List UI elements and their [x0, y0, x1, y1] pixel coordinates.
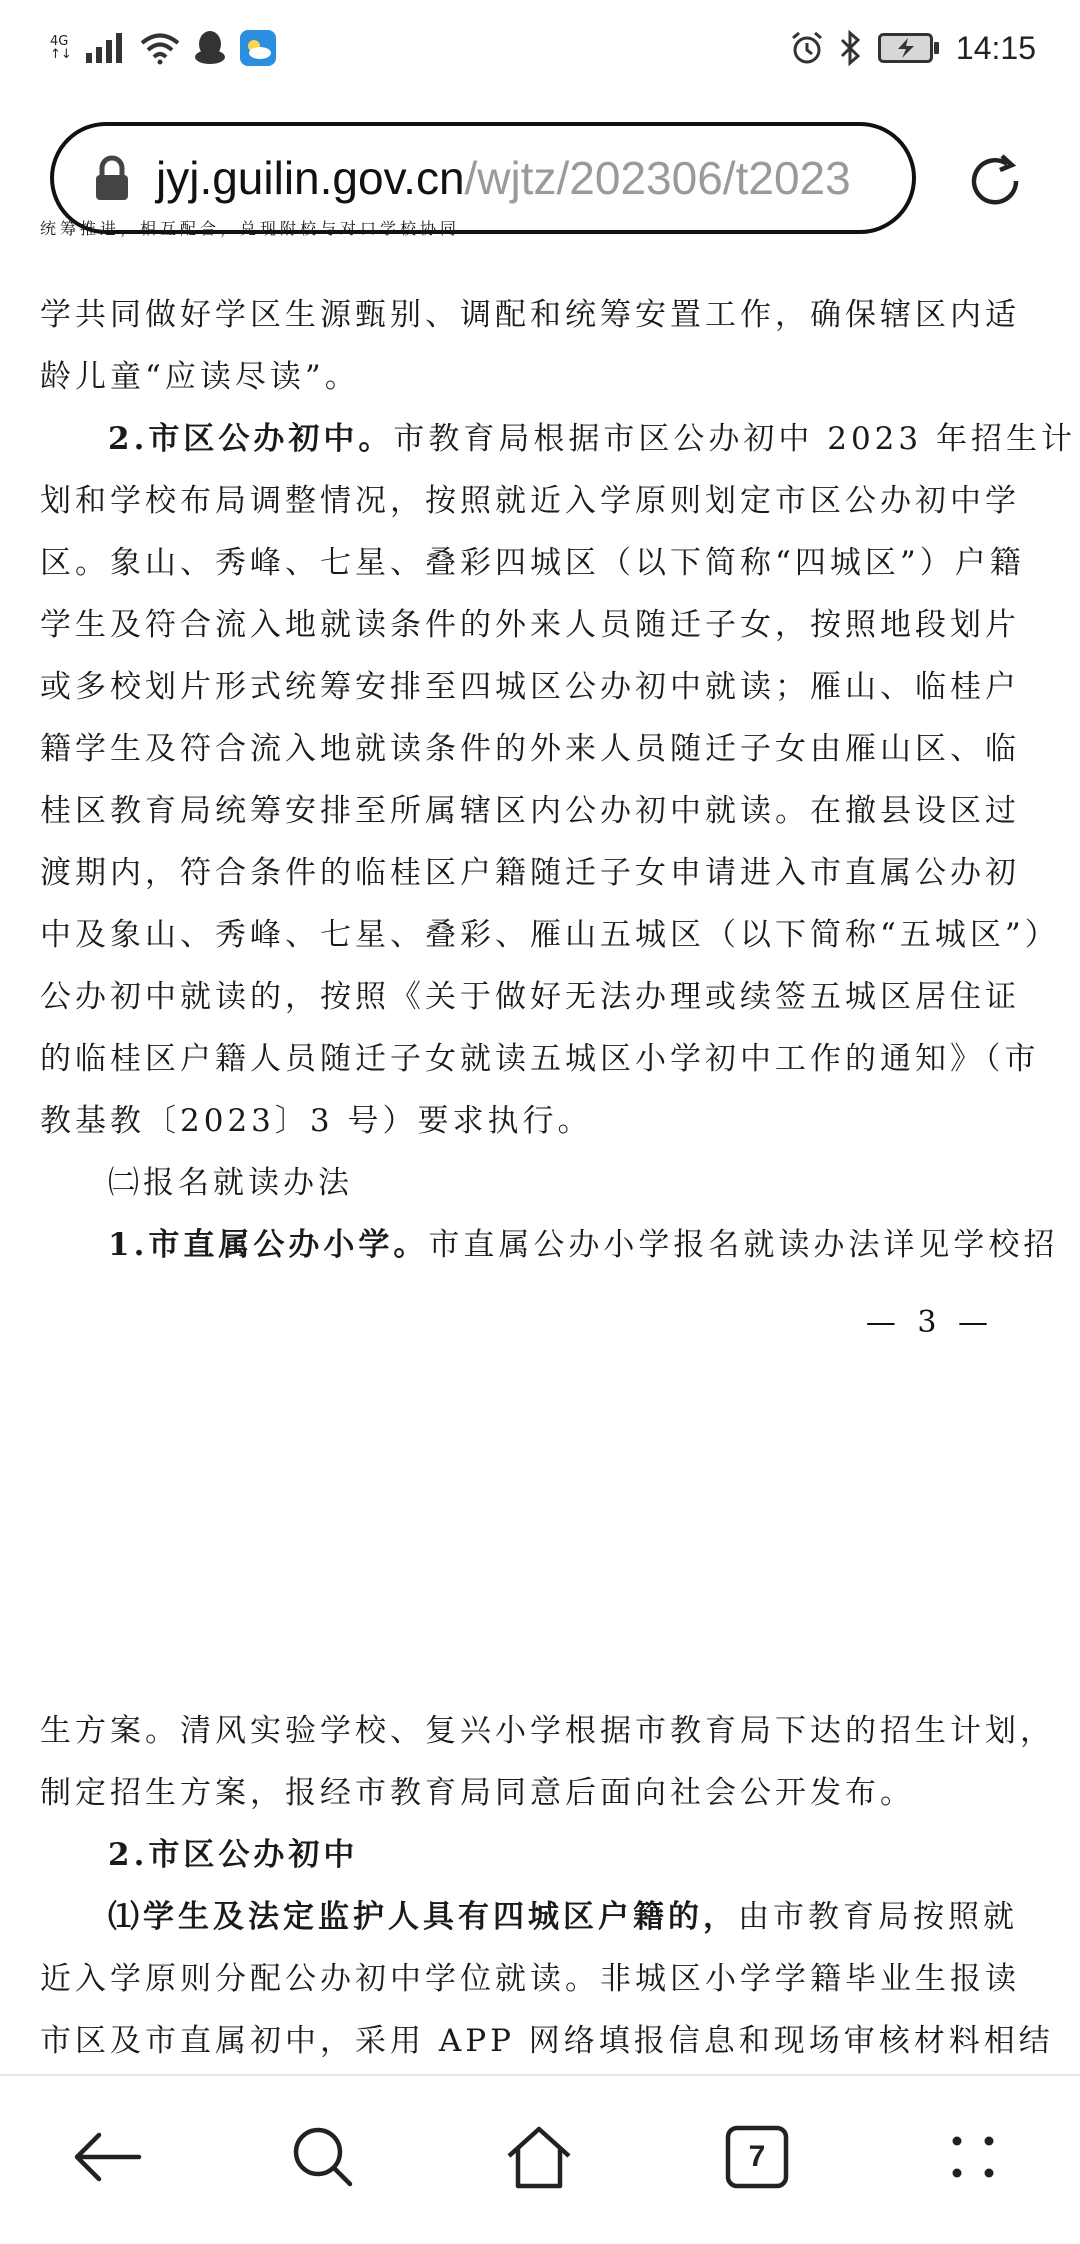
- battery-charging-icon: [878, 33, 940, 63]
- document-page-3: [40, 284, 1076, 1276]
- status-left: [50, 26, 276, 70]
- text-line: 公办初中就读的，按照《关于做好无法办理或续签五城区居住证: [40, 979, 1020, 1015]
- text-line: 桂区教育局统筹安排至所属辖区内公办初中就读。在撤县设区过: [40, 793, 1020, 829]
- url-host: jyj.guilin.gov.cn: [156, 152, 465, 204]
- bottom-nav: [0, 2076, 1080, 2244]
- paragraph-heading: 2.市区公办初中。: [108, 421, 394, 457]
- network-type: [50, 35, 72, 61]
- text-line: 学共同做好学区生源甄别、调配和统筹安置工作，确保辖区内适: [40, 297, 1020, 333]
- text-line: 渡期内，符合条件的临桂区户籍随迁子女申请进入市直属公办初: [40, 855, 1020, 891]
- paragraph-heading: ⑴学生及法定监护人具有四城区户籍的，: [108, 1899, 738, 1935]
- back-button[interactable]: [62, 2112, 152, 2202]
- signal-icon: [86, 33, 126, 63]
- url-text[interactable]: [156, 151, 851, 205]
- network-activity-label: ↑↓: [50, 47, 72, 62]
- qq-icon: [194, 30, 226, 66]
- status-clock: 14:15: [955, 29, 1036, 66]
- text-run: 由市教育局按照就: [738, 1899, 1018, 1935]
- text-line: 统筹推进，相互配合，兑现附校与对口学校协同: [40, 219, 461, 238]
- clipped-line: [40, 219, 1000, 268]
- wifi-icon: [140, 32, 180, 64]
- section-heading: ㈡报名就读办法: [108, 1165, 353, 1201]
- page-number: — 3 —: [865, 1305, 994, 1340]
- status-right: [790, 26, 1036, 70]
- search-button[interactable]: [278, 2112, 368, 2202]
- lock-icon: [92, 154, 132, 202]
- text-line: 的临桂区户籍人员随迁子女就读五城区小学初中工作的通知》（市: [40, 1041, 1040, 1077]
- text-line: 划和学校布局调整情况，按照就近入学原则划定市区公办初中学: [40, 483, 1020, 519]
- weather-app-icon: [240, 30, 276, 66]
- alarm-icon: [790, 31, 824, 65]
- paragraph-heading: 1.市直属公办小学。: [108, 1227, 429, 1263]
- text-line: 龄儿童“应读尽读”。: [40, 359, 360, 395]
- paragraph-first-line: [40, 1214, 1059, 1276]
- more-icon: [948, 2132, 998, 2182]
- tabs-button[interactable]: [712, 2112, 802, 2202]
- text-line: 或多校划片形式统筹安排至四城区公办初中就读；雁山、临桂户: [40, 669, 1020, 705]
- back-arrow-icon: [71, 2127, 143, 2187]
- document-page-4: [40, 1700, 1055, 2072]
- paragraph-heading: 2.市区公办初中: [108, 1837, 359, 1873]
- home-icon: [504, 2124, 574, 2190]
- url-path: /wjtz/202306/t2023: [464, 152, 851, 204]
- text-line: 近入学原则分配公办初中学位就读。非城区小学学籍毕业生报读: [40, 1961, 1020, 1997]
- bluetooth-icon: [840, 31, 862, 65]
- text-line: 教基教〔2023〕3 号）要求执行。: [40, 1103, 593, 1139]
- home-button[interactable]: [494, 2112, 584, 2202]
- search-icon: [290, 2124, 356, 2190]
- more-button[interactable]: [928, 2112, 1018, 2202]
- text-line: 籍学生及符合流入地就读条件的外来人员随迁子女由雁山区、临: [40, 731, 1020, 767]
- text-line: 制定招生方案，报经市教育局同意后面向社会公开发布。: [40, 1775, 915, 1811]
- text-line: 生方案。清风实验学校、复兴小学根据市教育局下达的招生计划，: [40, 1713, 1055, 1749]
- text-run: 市直属公办小学报名就读办法详见学校招: [428, 1227, 1059, 1263]
- paragraph-first-line: [40, 408, 1076, 470]
- text-run: 市教育局根据市区公办初中 2023 年招生计: [393, 421, 1076, 457]
- paragraph-first-line: [40, 1886, 1018, 1948]
- text-line: 学生及符合流入地就读条件的外来人员随迁子女，按照地段划片: [40, 607, 1020, 643]
- text-line: 中及象山、秀峰、七星、叠彩、雁山五城区（以下简称“五城区”）: [40, 917, 1060, 953]
- status-bar: [0, 0, 1080, 100]
- tab-count: 7: [748, 2140, 766, 2173]
- text-line: 市区及市直属初中，采用 APP 网络填报信息和现场审核材料相结: [40, 2023, 1054, 2059]
- text-line: 区。象山、秀峰、七星、叠彩四城区（以下简称“四城区”）户籍: [40, 545, 1025, 581]
- network-type-label: 4G: [50, 34, 69, 49]
